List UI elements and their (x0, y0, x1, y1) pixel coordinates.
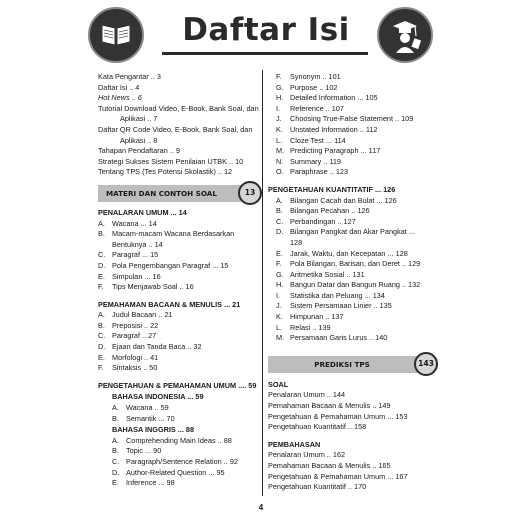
toc-entry[interactable] (268, 114, 434, 125)
item-letter: A. (112, 403, 119, 413)
item-text: 128 (290, 237, 303, 247)
item-text: Tips Menjawab Soal .. 16 (112, 282, 194, 292)
item-letter: H. (276, 93, 284, 103)
item-text: Purpose .. 102 (290, 82, 338, 92)
item-text: Perbandingan .. 127 (290, 216, 356, 226)
toc-entry[interactable] (98, 331, 258, 342)
toc-entry[interactable] (268, 104, 434, 115)
item-letter: B. (112, 413, 119, 423)
item-letter: D. (276, 227, 284, 237)
toc-entry[interactable] (268, 259, 434, 270)
toc-entry[interactable] (268, 146, 434, 157)
item-text: Cloze Test ... 114 (290, 135, 346, 145)
toc-entry[interactable]: Hot News .. 6 (98, 93, 142, 103)
item-text: Inference ... 98 (126, 478, 175, 488)
toc-entry[interactable] (268, 249, 434, 260)
item-letter: B. (98, 320, 105, 330)
item-letter: O. (276, 167, 284, 177)
toc-entry[interactable]: Pengetahuan Kuantitatif .. 158 (268, 422, 367, 432)
item-letter: C. (98, 250, 106, 260)
item-text: Paragraf ... 15 (112, 250, 159, 260)
item-letter: K. (276, 312, 283, 322)
toc-entry[interactable] (268, 217, 434, 228)
item-text: Bentuknya .. 14 (112, 239, 163, 249)
toc-entry[interactable] (268, 167, 434, 178)
graduate-icon (377, 7, 433, 63)
item-letter: M. (276, 333, 285, 343)
book-icon (88, 7, 144, 63)
item-letter: F. (98, 282, 104, 292)
item-letter: F. (276, 259, 282, 269)
toc-entry[interactable] (268, 301, 434, 312)
toc-entry[interactable] (98, 363, 258, 374)
item-letter: M. (276, 146, 285, 156)
item-letter: E. (112, 478, 119, 488)
chapter-heading[interactable]: SOAL (268, 379, 289, 389)
item-letter: F. (98, 363, 104, 373)
toc-entry[interactable] (98, 342, 258, 353)
chapter-heading[interactable]: PENGETAHUAN KUANTITATIF ... 126 (268, 184, 396, 194)
item-text: Aritmetika Sosial .. 131 (290, 269, 365, 279)
item-letter: J. (276, 301, 282, 311)
item-text: Pola Pengembangan Paragraf ... 15 (112, 260, 229, 270)
item-letter: K. (276, 124, 283, 134)
toc-entry[interactable]: Tentang TPS (Tes Potensi Skolastik) .. 12 (98, 167, 233, 177)
chapter-heading[interactable]: PEMBAHASAN (268, 439, 321, 449)
chapter-heading[interactable]: PENGETAHUAN & PEMAHAMAN UMUM .... 59 (98, 380, 257, 390)
item-text: Pola Bilangan, Barisan, dan Deret .. 129 (290, 259, 421, 269)
toc-entry[interactable] (98, 240, 258, 251)
item-letter: D. (112, 467, 120, 477)
toc-entry[interactable] (268, 125, 434, 136)
item-text: Bilangan Cacah dan Bulat ... 126 (290, 195, 397, 205)
item-text: Topic ... 90 (126, 446, 162, 456)
toc-entry[interactable]: Tutorial Download Video, E-Book, Bank Soal, dan (98, 103, 259, 113)
item-text: Paraphrase .. 123 (290, 167, 349, 177)
item-letter: D. (98, 342, 106, 352)
item-text: Bilangan Pangkat dan Akar Pangkat ... (290, 227, 415, 237)
item-text: Judul Bacaan .. 21 (112, 310, 173, 320)
item-letter: L. (276, 135, 283, 145)
item-text: Wacana .. 59 (126, 403, 169, 413)
item-text: Semantik ... 70 (126, 413, 175, 423)
item-letter: A. (98, 218, 105, 228)
item-letter: E. (276, 248, 283, 258)
toc-entry[interactable] (268, 136, 434, 147)
toc-entry[interactable] (268, 323, 434, 334)
item-text: Paragraph/Sentence Relation .. 92 (126, 457, 238, 466)
item-letter: L. (276, 322, 283, 332)
toc-entry[interactable] (98, 414, 258, 425)
toc-entry[interactable] (98, 403, 258, 414)
toc-entry[interactable] (98, 353, 258, 364)
item-text: Synonym .. 101 (290, 72, 341, 81)
item-letter: I. (276, 290, 281, 300)
item-text: Bangun Datar dan Bangun Ruang .. 132 (290, 280, 421, 290)
item-text: Jarak, Waktu, dan Kecepatan ... 128 (290, 248, 408, 258)
toc-entry[interactable] (268, 196, 434, 207)
toc-entry[interactable]: Pemahaman Bacaan & Menulis .. 149 (268, 401, 391, 411)
title-underline (162, 52, 368, 55)
toc-entry[interactable] (98, 282, 258, 293)
toc-entry[interactable] (98, 229, 258, 240)
item-text: Relasi .. 139 (290, 322, 331, 332)
toc-entry[interactable]: Penalaran Umum .. 162 (268, 450, 346, 460)
item-letter: A. (276, 195, 283, 205)
page-header (0, 0, 522, 68)
subchapter-heading[interactable]: BAHASA INGGRIS ... 88 (112, 425, 195, 435)
toc-entry[interactable] (98, 457, 258, 468)
toc-entry[interactable] (268, 72, 434, 83)
toc-entry[interactable]: Kata Pengantar .. 3 (98, 72, 161, 81)
toc-entry[interactable] (98, 219, 258, 230)
toc-entry[interactable] (98, 446, 258, 457)
item-text: Predicting Paragraph ... 117 (290, 146, 381, 156)
item-text: Persamaan Garis Lurus .. 140 (290, 333, 388, 343)
item-letter: F. (276, 72, 282, 81)
toc-entry[interactable] (98, 272, 258, 283)
item-letter: E. (98, 271, 105, 281)
item-text: Paragraf .. 27 (112, 331, 157, 341)
item-letter: C. (112, 457, 120, 466)
item-text: Himpunan .. 137 (290, 312, 344, 322)
page-title: Daftar Isi (182, 12, 350, 48)
item-text: Reference .. 107 (290, 103, 344, 113)
toc-entry[interactable] (98, 321, 258, 332)
toc-entry[interactable] (98, 478, 258, 489)
toc-entry[interactable]: Daftar Isi .. 4 (98, 82, 140, 92)
page-number: 4 (258, 503, 264, 512)
toc-entry[interactable]: Pengetahuan & Pemahaman Umum ... 167 (268, 471, 408, 481)
toc-entry[interactable]: Daftar QR Code Video, E-Book, Bank Soal, dan (98, 124, 253, 134)
item-text: Comprehending Main Ideas .. 88 (126, 435, 232, 445)
item-text: Wacana ... 14 (112, 218, 157, 228)
toc-entry[interactable] (268, 312, 434, 323)
toc-entry[interactable] (268, 291, 434, 302)
toc-entry[interactable] (268, 238, 434, 249)
item-text: Summary .. 119 (290, 156, 341, 166)
item-text: Macam-macam Wacana Berdasarkan (112, 229, 235, 239)
section-prediksi-label: PREDIKSI TPS (314, 359, 370, 369)
subchapter-heading[interactable]: BAHASA INDONESIA ... 59 (112, 392, 204, 402)
item-letter (276, 238, 290, 249)
item-letter: G. (276, 269, 284, 279)
toc-entry[interactable] (98, 310, 258, 321)
section-prediksi-page: 143 (414, 352, 438, 376)
toc-entry[interactable]: Penalaran Umum .. 144 (268, 390, 346, 400)
item-text: Sistem Persamaan Linier .. 135 (290, 301, 392, 311)
item-text: Choosing True-False Statement .. 109 (290, 114, 414, 124)
toc-entry[interactable]: Aplikasi .. 7 (120, 114, 158, 124)
toc-right-column (268, 72, 434, 493)
item-text: Sintaksis .. 50 (112, 363, 158, 373)
chapter-heading[interactable]: PENALARAN UMUM ... 14 (98, 207, 187, 217)
toc-entry[interactable] (268, 227, 434, 238)
item-letter: E. (98, 352, 105, 362)
toc-entry[interactable] (268, 333, 434, 344)
item-letter (98, 240, 112, 251)
item-letter: A. (112, 435, 119, 445)
section-materi-label: MATERI DAN CONTOH SOAL (106, 188, 217, 198)
section-materi-bar (98, 185, 258, 202)
column-divider (262, 70, 263, 496)
item-text: Preposisi .. 22 (112, 320, 159, 330)
item-letter: D. (98, 260, 106, 270)
toc-entry[interactable]: Aplikasi .. 8 (120, 135, 158, 145)
item-letter: C. (276, 216, 284, 226)
item-letter: C. (98, 331, 106, 341)
toc-entry[interactable] (98, 468, 258, 479)
toc-entry[interactable]: Pengetahuan & Pemahaman Umum ... 153 (268, 411, 408, 421)
section-materi-page: 13 (238, 181, 262, 205)
toc-entry[interactable] (98, 436, 258, 447)
item-letter: H. (276, 280, 284, 290)
toc-entry[interactable]: Strategi Sukses Sistem Penilaian UTBK .. 10 (98, 156, 244, 166)
chapter-heading[interactable]: PEMAHAMAN BACAAN & MENULIS ... 21 (98, 299, 241, 309)
item-letter: I. (276, 103, 281, 113)
toc-entry[interactable] (268, 280, 434, 291)
toc-entry[interactable] (98, 261, 258, 272)
item-text: Simpulan ... 16 (112, 271, 161, 281)
toc-entry[interactable] (98, 250, 258, 261)
toc-left-column (98, 72, 258, 489)
toc-entry[interactable] (268, 270, 434, 281)
toc-entry[interactable]: Pengetahuan Kuantitatif .. 170 (268, 482, 367, 492)
item-text: Statistika dan Peluang ... 134 (290, 290, 385, 300)
item-text: Author-Related Question ... 95 (126, 467, 225, 477)
item-letter: G. (276, 82, 284, 92)
item-letter: N. (276, 156, 284, 166)
toc-entry[interactable]: Pemahaman Bacaan & Menulis .. 165 (268, 461, 391, 470)
item-text: Ejaan dan Tanda Baca .. 32 (112, 342, 202, 352)
toc-entry[interactable] (268, 206, 434, 217)
item-text: Morfologi .. 41 (112, 352, 159, 362)
toc-entry[interactable] (268, 93, 434, 104)
item-text: Detailed Information ... 105 (290, 93, 378, 103)
toc-entry[interactable] (268, 83, 434, 94)
item-text: Unstated Information .. 112 (290, 124, 378, 134)
item-letter: B. (98, 229, 105, 239)
toc-entry[interactable] (268, 157, 434, 168)
item-letter: J. (276, 114, 282, 124)
item-text: Bilangan Pecahan .. 126 (290, 206, 370, 216)
toc-entry[interactable]: Tahapan Pendaftaran .. 9 (98, 146, 180, 156)
item-letter: A. (98, 310, 105, 320)
item-letter: B. (276, 206, 283, 216)
item-letter: B. (112, 446, 119, 456)
section-prediksi-bar (268, 356, 434, 373)
